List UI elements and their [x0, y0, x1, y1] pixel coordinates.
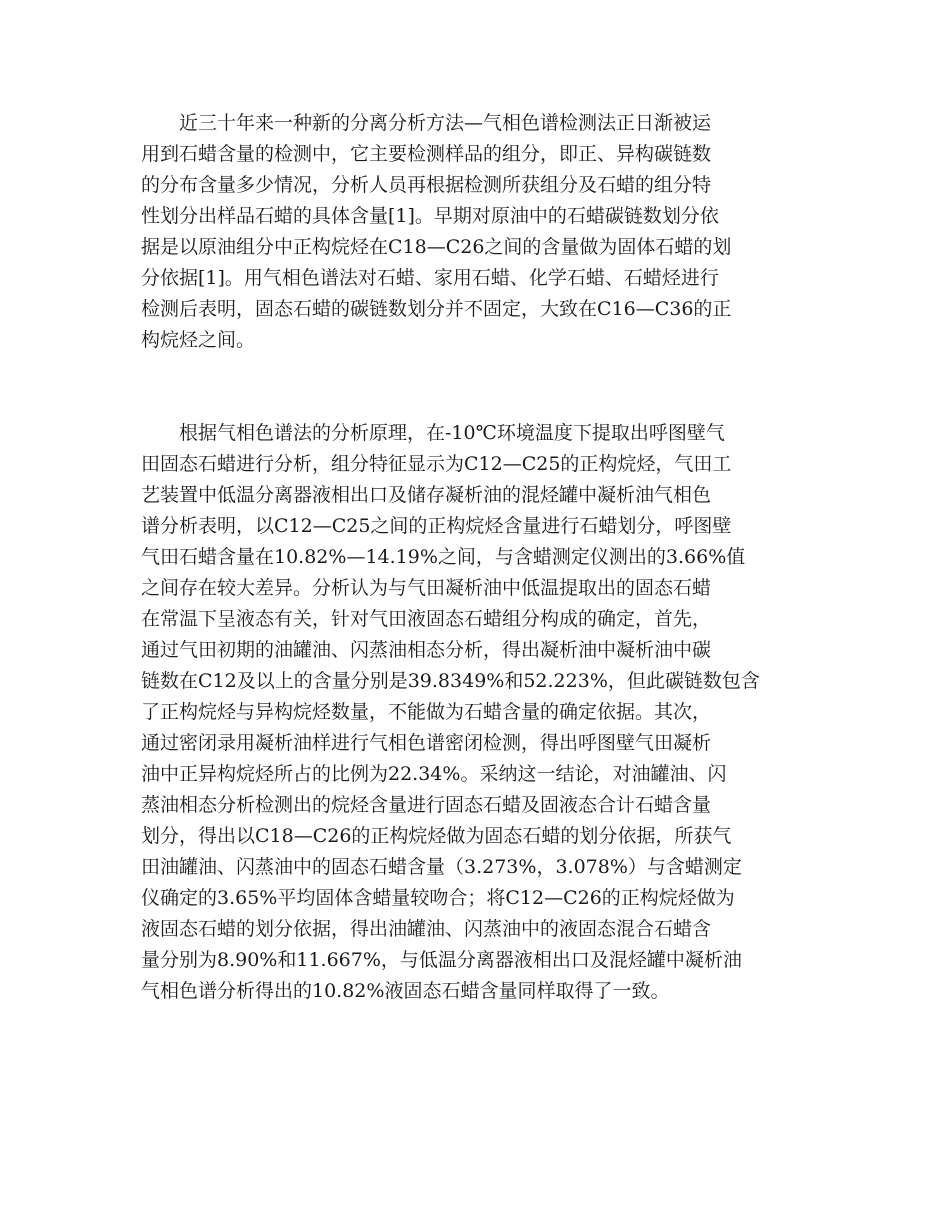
paragraph-line: 了正构烷烃与异构烷烃数量，不能做为石蜡含量的确定依据。其次， [141, 701, 712, 723]
paragraph-gas-chromatography-intro [141, 108, 811, 356]
paragraph-line: 据是以原油组分中正构烷烃在C18—C26之间的含量做为固体石蜡的划 [141, 236, 732, 258]
paragraph-line: 田油罐油、闪蒸油中的固态石蜡含量（3.273%，3.078%）与含蜡测定 [141, 856, 742, 878]
paragraph-line: 划分，得出以C18—C26的正构烷烃做为固态石蜡的划分依据，所获气 [141, 825, 732, 847]
paragraph-line: 量分别为8.90%和11.667%，与低温分离器液相出口及混烃罐中凝析油 [141, 949, 742, 971]
paragraph-line: 用到石蜡含量的检测中，它主要检测样品的组分，即正、异构碳链数 [141, 143, 712, 165]
paragraph-line: 检测后表明，固态石蜡的碳链数划分并不固定，大致在C16—C36的正 [141, 298, 732, 320]
paragraph-line: 的分布含量多少情况，分析人员再根据检测所获组分及石蜡的组分特 [141, 174, 712, 196]
paragraph-line: 之间存在较大差异。分析认为与气田凝析油中低温提取出的固态石蜡 [141, 577, 712, 599]
paragraph-line: 气相色谱分析得出的10.82%液固态石蜡含量同样取得了一致。 [141, 980, 670, 1002]
paragraph-line: 仪确定的3.65%平均固体含蜡量较吻合；将C12—C26的正构烷烃做为 [141, 887, 735, 909]
paragraph-line: 链数在C12及以上的含量分别是39.8349%和52.223%，但此碳链数包含 [141, 670, 760, 692]
paragraph-line: 液固态石蜡的划分依据，得出油罐油、闪蒸油中的液固态混合石蜡含 [141, 918, 712, 940]
paragraph-line: 通过密闭录用凝析油样进行气相色谱密闭检测，得出呼图壁气田凝析 [141, 732, 712, 754]
paragraph-line: 分依据[1]。用气相色谱法对石蜡、家用石蜡、化学石蜡、石蜡烃进行 [141, 267, 719, 289]
paragraph-line: 在常温下呈液态有关，针对气田液固态石蜡组分构成的确定，首先， [141, 608, 712, 630]
paragraph-hutubi-analysis [141, 418, 811, 1007]
paragraph-line: 通过气田初期的油罐油、闪蒸油相态分析，得出凝析油中凝析油中碳 [141, 639, 712, 661]
paragraph-line: 根据气相色谱法的分析原理，在-10℃环境温度下提取出呼图壁气 [141, 422, 725, 444]
paragraph-line: 构烷烃之间。 [141, 329, 256, 351]
paragraph-line: 谱分析表明，以C12—C25之间的正构烷烃含量进行石蜡划分，呼图壁 [141, 515, 732, 537]
paragraph-line: 艺装置中低温分离器液相出口及储存凝析油的混烃罐中凝析油气相色 [141, 484, 712, 506]
paragraph-line: 气田石蜡含量在10.82%—14.19%之间，与含蜡测定仪测出的3.66%值 [141, 546, 746, 568]
paragraph-line: 性划分出样品石蜡的具体含量[1]。早期对原油中的石蜡碳链数划分依 [141, 205, 719, 227]
paragraph-line: 田固态石蜡进行分析，组分特征显示为C12—C25的正构烷烃，气田工 [141, 453, 732, 475]
paragraph-line: 油中正异构烷烃所占的比例为22.34%。采纳这一结论，对油罐油、闪 [141, 763, 727, 785]
paragraph-line: 近三十年来一种新的分离分析方法—气相色谱检测法正日渐被运 [141, 112, 712, 134]
paragraph-line: 蒸油相态分析检测出的烷烃含量进行固态石蜡及固液态合计石蜡含量 [141, 794, 712, 816]
